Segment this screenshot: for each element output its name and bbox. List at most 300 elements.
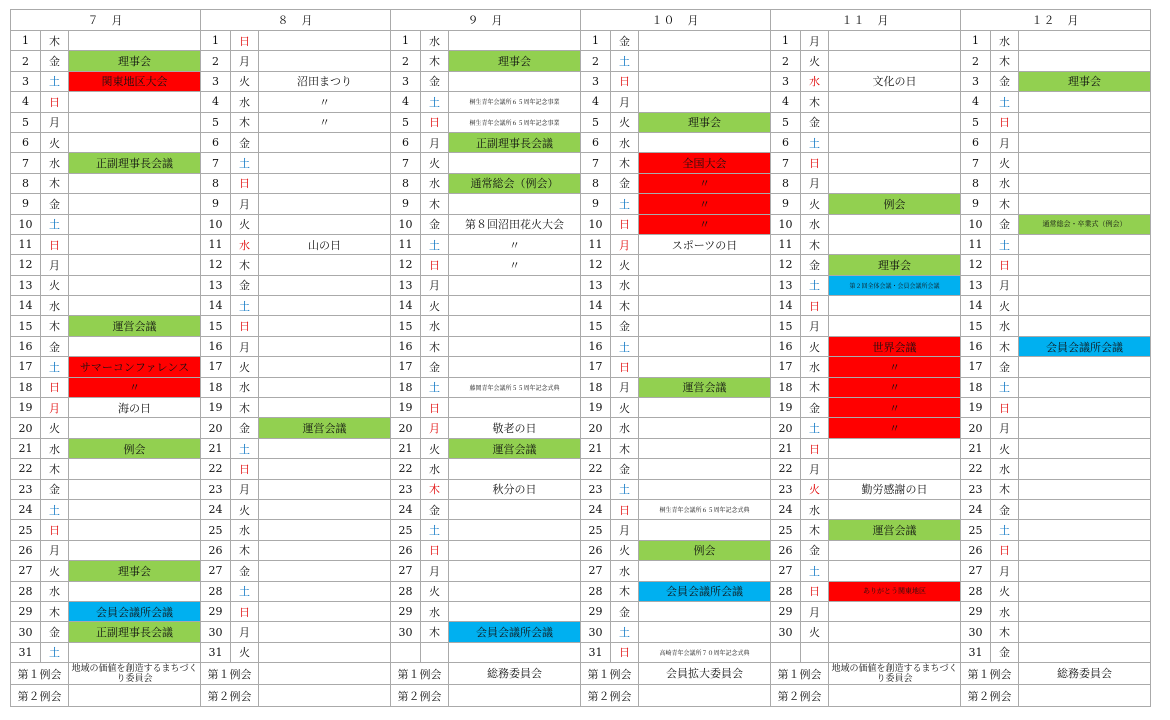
event-cell (449, 357, 581, 377)
weekday: 水 (421, 459, 449, 479)
day-number: 21 (961, 438, 991, 458)
day-number: 22 (11, 459, 41, 479)
day-number: 28 (201, 581, 231, 601)
weekday: 金 (801, 112, 829, 132)
weekday: 土 (41, 214, 69, 234)
weekday: 日 (41, 377, 69, 397)
event-cell: 通常総会（例会） (449, 173, 581, 193)
event-cell (259, 214, 391, 234)
weekday: 水 (801, 499, 829, 519)
month-header: １１ 月 (771, 10, 961, 31)
day-number: 24 (11, 499, 41, 519)
event-cell (69, 336, 201, 356)
weekday: 日 (991, 540, 1019, 560)
day-number: 24 (581, 499, 611, 519)
meeting-label: 第１例会 (771, 663, 829, 685)
weekday: 木 (991, 51, 1019, 71)
day-number: 10 (201, 214, 231, 234)
day-number: 21 (581, 438, 611, 458)
event-cell (449, 275, 581, 295)
weekday: 水 (991, 31, 1019, 51)
weekday: 土 (611, 51, 639, 71)
day-number: 26 (961, 540, 991, 560)
event-cell (829, 31, 961, 51)
day-number: 18 (771, 377, 801, 397)
day-number: 6 (201, 132, 231, 152)
event-cell (829, 132, 961, 152)
event-cell: 正副理事長会議 (69, 153, 201, 173)
event-cell: 運営会議 (259, 418, 391, 438)
weekday: 土 (801, 561, 829, 581)
day-row (11, 31, 1151, 51)
day-number: 3 (581, 71, 611, 91)
day-number: 6 (11, 132, 41, 152)
day-number: 17 (201, 357, 231, 377)
event-cell (69, 296, 201, 316)
day-number: 15 (581, 316, 611, 336)
event-cell: 山の日 (259, 234, 391, 254)
weekday: 火 (231, 214, 259, 234)
day-row (11, 296, 1151, 316)
weekday: 土 (611, 479, 639, 499)
event-cell (449, 153, 581, 173)
weekday: 木 (231, 540, 259, 560)
event-cell (1019, 499, 1151, 519)
weekday: 月 (41, 112, 69, 132)
weekday: 木 (801, 520, 829, 540)
day-number: 31 (11, 642, 41, 662)
weekday: 水 (801, 357, 829, 377)
event-cell (259, 194, 391, 214)
event-cell: 〃 (449, 234, 581, 254)
weekday: 木 (801, 377, 829, 397)
weekday: 金 (421, 214, 449, 234)
weekday: 火 (41, 418, 69, 438)
day-number: 2 (11, 51, 41, 71)
weekday: 火 (611, 540, 639, 560)
weekday: 木 (421, 51, 449, 71)
day-number: 27 (201, 561, 231, 581)
event-cell (1019, 275, 1151, 295)
event-cell: 理事会 (1019, 71, 1151, 91)
day-number: 18 (201, 377, 231, 397)
weekday: 金 (991, 642, 1019, 662)
day-row (11, 92, 1151, 112)
weekday: 月 (801, 601, 829, 621)
event-cell (259, 336, 391, 356)
weekday: 土 (991, 377, 1019, 397)
day-number: 4 (11, 92, 41, 112)
event-cell (449, 561, 581, 581)
weekday: 金 (611, 459, 639, 479)
weekday: 火 (801, 194, 829, 214)
weekday: 金 (41, 51, 69, 71)
day-number: 6 (581, 132, 611, 152)
event-cell (639, 336, 771, 356)
day-number: 25 (581, 520, 611, 540)
day-number: 15 (391, 316, 421, 336)
weekday: 土 (41, 71, 69, 91)
day-number: 1 (391, 31, 421, 51)
weekday: 金 (611, 173, 639, 193)
event-cell (1019, 357, 1151, 377)
weekday: 月 (421, 418, 449, 438)
event-cell: 理事会 (69, 561, 201, 581)
day-number: 18 (581, 377, 611, 397)
weekday: 土 (611, 194, 639, 214)
day-number: 9 (391, 194, 421, 214)
weekday: 土 (801, 132, 829, 152)
weekday: 火 (611, 398, 639, 418)
event-cell: 会員会議所会議 (449, 622, 581, 642)
day-number: 16 (391, 336, 421, 356)
event-cell: 第８回沼田花火大会 (449, 214, 581, 234)
weekday: 木 (41, 173, 69, 193)
event-cell: 〃 (259, 112, 391, 132)
weekday: 金 (421, 357, 449, 377)
day-number: 30 (201, 622, 231, 642)
day-number: 17 (11, 357, 41, 377)
day-number: 5 (11, 112, 41, 132)
day-number: 28 (581, 581, 611, 601)
event-cell: 〃 (639, 214, 771, 234)
event-cell (829, 622, 961, 642)
day-number: 1 (201, 31, 231, 51)
event-cell (1019, 194, 1151, 214)
weekday: 月 (231, 51, 259, 71)
weekday: 水 (421, 31, 449, 51)
event-cell (69, 132, 201, 152)
day-number (391, 642, 421, 662)
day-number: 19 (391, 398, 421, 418)
day-number: 29 (961, 601, 991, 621)
day-number: 16 (581, 336, 611, 356)
day-row (11, 642, 1151, 662)
weekday: 金 (991, 499, 1019, 519)
day-number: 10 (581, 214, 611, 234)
weekday: 金 (801, 398, 829, 418)
weekday: 日 (991, 255, 1019, 275)
weekday: 水 (231, 377, 259, 397)
day-number: 26 (11, 540, 41, 560)
day-row (11, 561, 1151, 581)
day-number: 3 (391, 71, 421, 91)
event-cell: 関東地区大会 (69, 71, 201, 91)
day-number: 6 (391, 132, 421, 152)
weekday: 日 (421, 398, 449, 418)
weekday: 水 (231, 92, 259, 112)
event-cell (449, 520, 581, 540)
day-number: 20 (581, 418, 611, 438)
weekday: 火 (801, 479, 829, 499)
day-row (11, 398, 1151, 418)
day-row (11, 153, 1151, 173)
weekday: 金 (41, 336, 69, 356)
event-cell: 沼田まつり (259, 71, 391, 91)
event-cell: 〃 (639, 173, 771, 193)
weekday (421, 642, 449, 662)
day-number: 21 (771, 438, 801, 458)
day-number: 2 (581, 51, 611, 71)
weekday: 月 (41, 398, 69, 418)
event-cell (1019, 234, 1151, 254)
day-number: 20 (201, 418, 231, 438)
weekday: 火 (41, 561, 69, 581)
event-cell: 桐生青年会議所６５周年記念事業 (449, 92, 581, 112)
event-cell (829, 438, 961, 458)
event-cell (259, 275, 391, 295)
weekday: 土 (991, 234, 1019, 254)
day-number: 23 (391, 479, 421, 499)
event-cell: 会員会議所会議 (1019, 336, 1151, 356)
event-cell: 藤岡青年会議所５５周年記念式典 (449, 377, 581, 397)
weekday (801, 642, 829, 662)
weekday: 木 (41, 31, 69, 51)
event-cell (449, 31, 581, 51)
event-cell (1019, 479, 1151, 499)
meeting-label: 第２例会 (961, 685, 1019, 707)
weekday: 火 (611, 255, 639, 275)
day-number: 23 (201, 479, 231, 499)
day-number: 19 (201, 398, 231, 418)
day-number: 11 (201, 234, 231, 254)
meeting-committee: 会員拡大委員会 (639, 663, 771, 685)
day-number: 4 (581, 92, 611, 112)
day-number: 10 (391, 214, 421, 234)
day-number: 26 (771, 540, 801, 560)
day-number: 2 (771, 51, 801, 71)
day-number: 22 (581, 459, 611, 479)
weekday: 水 (611, 418, 639, 438)
event-cell (1019, 51, 1151, 71)
day-number: 11 (11, 234, 41, 254)
event-cell: 秋分の日 (449, 479, 581, 499)
day-number: 5 (581, 112, 611, 132)
day-number: 29 (771, 601, 801, 621)
day-number: 14 (201, 296, 231, 316)
weekday: 月 (421, 275, 449, 295)
weekday: 金 (41, 622, 69, 642)
day-number: 8 (961, 173, 991, 193)
weekday: 日 (421, 112, 449, 132)
weekday: 土 (421, 377, 449, 397)
event-cell (1019, 581, 1151, 601)
weekday: 火 (991, 581, 1019, 601)
event-cell (639, 31, 771, 51)
weekday: 土 (421, 520, 449, 540)
event-cell (639, 561, 771, 581)
day-number: 7 (201, 153, 231, 173)
weekday: 日 (801, 581, 829, 601)
weekday: 日 (991, 112, 1019, 132)
day-number: 4 (201, 92, 231, 112)
meeting-label: 第２例会 (11, 685, 69, 707)
day-number: 7 (11, 153, 41, 173)
event-cell (449, 540, 581, 560)
day-number: 12 (581, 255, 611, 275)
day-number: 11 (391, 234, 421, 254)
day-number: 13 (581, 275, 611, 295)
day-number: 7 (771, 153, 801, 173)
day-row (11, 357, 1151, 377)
meeting-label: 第１例会 (391, 663, 449, 685)
weekday: 土 (801, 418, 829, 438)
event-cell (1019, 398, 1151, 418)
weekday: 土 (611, 622, 639, 642)
day-number: 24 (961, 499, 991, 519)
day-number: 18 (391, 377, 421, 397)
event-cell (1019, 459, 1151, 479)
event-cell (259, 499, 391, 519)
meeting-label: 第１例会 (961, 663, 1019, 685)
event-cell (449, 499, 581, 519)
weekday: 水 (611, 561, 639, 581)
weekday: 水 (421, 316, 449, 336)
weekday: 水 (611, 275, 639, 295)
day-number: 22 (201, 459, 231, 479)
day-number: 24 (771, 499, 801, 519)
event-cell: 〃 (639, 194, 771, 214)
weekday: 土 (801, 275, 829, 295)
day-number: 16 (11, 336, 41, 356)
day-number: 15 (771, 316, 801, 336)
weekday: 月 (231, 479, 259, 499)
weekday: 月 (801, 173, 829, 193)
meeting-committee (1019, 685, 1151, 707)
weekday: 水 (41, 296, 69, 316)
event-cell: 運営会議 (639, 377, 771, 397)
month-header: ９ 月 (391, 10, 581, 31)
day-number: 3 (11, 71, 41, 91)
weekday: 木 (41, 601, 69, 621)
day-number: 21 (11, 438, 41, 458)
day-number: 2 (201, 51, 231, 71)
event-cell: 理事会 (639, 112, 771, 132)
event-cell (259, 561, 391, 581)
weekday: 金 (421, 71, 449, 91)
weekday: 水 (421, 173, 449, 193)
event-cell (69, 234, 201, 254)
weekday: 水 (611, 132, 639, 152)
meeting-committee: 地域の価値を創造するまちづくり委員会 (829, 663, 961, 685)
event-cell (259, 398, 391, 418)
event-cell (259, 357, 391, 377)
day-number: 22 (961, 459, 991, 479)
meeting-committee: 総務委員会 (1019, 663, 1151, 685)
event-cell (259, 31, 391, 51)
weekday: 木 (421, 479, 449, 499)
month-header: １２ 月 (961, 10, 1151, 31)
event-cell (1019, 642, 1151, 662)
meeting-committee (829, 685, 961, 707)
weekday: 木 (231, 112, 259, 132)
event-cell (639, 438, 771, 458)
day-number: 6 (771, 132, 801, 152)
day-number: 13 (771, 275, 801, 295)
day-row (11, 581, 1151, 601)
weekday: 月 (231, 194, 259, 214)
day-number: 27 (771, 561, 801, 581)
event-cell (639, 601, 771, 621)
event-cell: 全国大会 (639, 153, 771, 173)
day-number: 8 (201, 173, 231, 193)
event-cell (829, 459, 961, 479)
weekday: 金 (801, 255, 829, 275)
event-cell (259, 459, 391, 479)
event-cell (1019, 438, 1151, 458)
weekday: 日 (421, 540, 449, 560)
day-number: 7 (391, 153, 421, 173)
weekday: 木 (991, 479, 1019, 499)
meeting-committee: 地域の価値を創造するまちづくり委員会 (69, 663, 201, 685)
event-cell (829, 499, 961, 519)
event-cell (639, 398, 771, 418)
day-row (11, 520, 1151, 540)
event-cell: サマーコンファレンス (69, 357, 201, 377)
event-cell (829, 153, 961, 173)
event-cell (449, 336, 581, 356)
weekday: 土 (611, 336, 639, 356)
event-cell (449, 71, 581, 91)
weekday: 水 (41, 153, 69, 173)
event-cell (449, 316, 581, 336)
weekday: 月 (41, 540, 69, 560)
event-cell: 正副理事長会議 (449, 132, 581, 152)
day-number: 22 (771, 459, 801, 479)
day-number: 17 (771, 357, 801, 377)
weekday: 月 (801, 459, 829, 479)
event-cell (1019, 255, 1151, 275)
event-cell (1019, 112, 1151, 132)
event-cell: 会員会議所会議 (639, 581, 771, 601)
day-number: 14 (581, 296, 611, 316)
day-number: 4 (961, 92, 991, 112)
day-row (11, 173, 1151, 193)
weekday: 木 (421, 194, 449, 214)
day-number: 20 (391, 418, 421, 438)
event-cell (69, 92, 201, 112)
day-number: 3 (961, 71, 991, 91)
footer-row-second (11, 685, 1151, 707)
day-number: 27 (11, 561, 41, 581)
day-row (11, 214, 1151, 234)
weekday: 火 (991, 438, 1019, 458)
meeting-label: 第２例会 (391, 685, 449, 707)
day-number: 11 (771, 234, 801, 254)
weekday: 木 (421, 622, 449, 642)
weekday: 水 (991, 173, 1019, 193)
day-number: 11 (961, 234, 991, 254)
day-number: 7 (581, 153, 611, 173)
day-row (11, 71, 1151, 91)
event-cell (449, 459, 581, 479)
day-number: 9 (771, 194, 801, 214)
event-cell (259, 601, 391, 621)
event-cell (639, 71, 771, 91)
day-number: 25 (771, 520, 801, 540)
event-cell (829, 601, 961, 621)
day-number: 19 (581, 398, 611, 418)
meeting-committee (259, 663, 391, 685)
weekday: 土 (41, 499, 69, 519)
day-row (11, 316, 1151, 336)
day-number: 23 (771, 479, 801, 499)
day-number: 26 (391, 540, 421, 560)
event-cell (1019, 540, 1151, 560)
weekday: 木 (41, 459, 69, 479)
day-row (11, 418, 1151, 438)
event-cell: ありがとう関東地区 (829, 581, 961, 601)
